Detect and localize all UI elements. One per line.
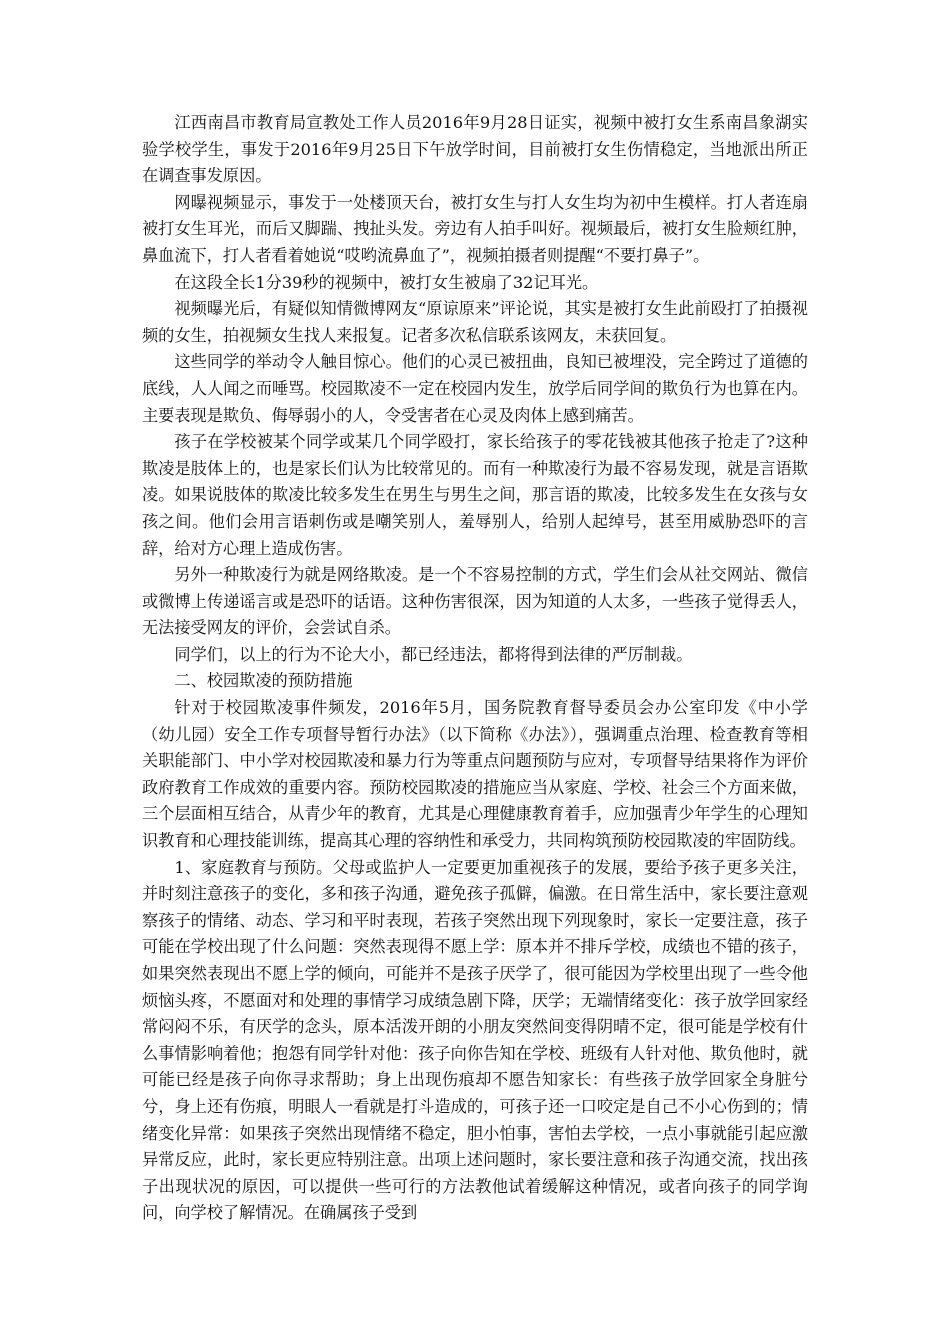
paragraph: 视频曝光后，有疑似知情微博网友“原谅原来”评论说，其实是被打女生此前殴打了拍摄视频的女生，拍视频女生找人来报复。记者多次私信联系该网友，未获回复。	[142, 299, 808, 345]
paragraph: 1、家庭教育与预防。父母或监护人一定要更加重视孩子的发展，要给予孩子更多关注，并时刻注意孩子的变化，多和孩子沟通，避免孩子孤僻，偏激。在日常生活中，家长要注意观察孩子的情绪、动态、学习和平时表现，若孩子突然出现下列现象时，家长一定要注意，孩子可能在学校出现了什么问题：突然表现得不愿上学：原本并不排斥学校，成绩也不错的孩子，如果突然表现出不愿上学的倾向，可能并不是孩子厌学了，很可能因为学校里出现了一些令他烦恼头疼，不愿面对和处理的事情学习成绩急剧下降，厌学；无端情绪变化：孩子放学回家经常闷闷不乐，有厌学的念头，原本活泼开朗的小朋友突然间变得阴晴不定，很可能是学校有什么事情影响着他；抱怨有同学针对他：孩子向你告知在学校、班级有人针对他、欺负他时，就可能已经是孩子向你寻求帮助；身上出现伤痕却不愿告知家长：有些孩子放学回家全身脏兮兮，身上还有伤痕，明眼人一看就是打斗造成的，可孩子还一口咬定是自己不小心伤到的；情绪变化异常：如果孩子突然出现情绪不稳定，胆小怕事，害怕去学校，一点小事就能引起应激异常反应，此时，家长更应特别注意。出项上述问题时，家长要注意和孩子沟通交流，找出孩子出现状况的原因，可以提供一些可行的方法教他试着缓解这种情况，或者向孩子的同学询问，向学校了解情况。在确属孩子受到	[142, 857, 808, 1223]
paragraph: 这些同学的举动令人触目惊心。他们的心灵已被扭曲，良知已被埋没，完全跨过了道德的底线，人人闻之而唾骂。校园欺凌不一定在校园内发生，放学后同学间的欺负行为也算在内。主要表现是欺负、侮辱弱小的人，令受害者在心灵及肉体上感到痛苦。	[142, 352, 808, 425]
paragraph: 同学们，以上的行为不论大小，都已经违法，都将得到法律的严厉制裁。	[174, 644, 693, 664]
paragraph: 网曝视频显示，事发于一处楼顶天台，被打女生与打人女生均为初中生模样。打人者连扇被打女生耳光，而后又脚踹、拽扯头发。旁边有人拍手叫好。视频最后，被打女生脸颊红肿，鼻血流下，打人者看着她说“哎哟流鼻血了”，视频拍摄者则提醒“不要打鼻子”。	[142, 192, 808, 265]
paragraph: 在这段全长1分39秒的视频中，被打女生被扇了32记耳光。	[174, 272, 599, 292]
paragraph: 针对于校园欺凌事件频发，2016年5月，国务院教育督导委员会办公室印发《中小学（幼儿园）安全工作专项督导暂行办法》（以下简称《办法》），强调重点治理、检查教育等相关职能部门、中小学对校园欺凌和暴力行为等重点问题预防与应对，专项督导结果将作为评价政府教育工作成效的重要内容。预防校园欺凌的措施应当从家庭、学校、社会三个方面来做，三个层面相互结合，从青少年的教育，尤其是心理健康教育着手，应加强青少年学生的心理知识教育和心理技能训练，提高其心理的容纳性和承受力，共同构筑预防校园欺凌的牢固防线。	[142, 698, 808, 851]
document-page	[142, 110, 808, 1227]
paragraph: 孩子在学校被某个同学或某几个同学殴打，家长给孩子的零花钱被其他孩子抢走了?这种欺凌是肢体上的，也是家长们认为比较常见的。而有一种欺凌行为最不容易发现，就是言语欺凌。如果说肢体的欺凌比较多发生在男生与男生之间，那言语的欺凌，比较多发生在女孩与女孩之间。他们会用言语刺伤或是嘲笑别人，羞辱别人，给别人起绰号，甚至用威胁恐吓的言辞，给对方心理上造成伤害。	[142, 432, 808, 558]
section-heading: 二、校园欺凌的预防措施	[174, 671, 353, 691]
paragraph: 另外一种欺凌行为就是网络欺凌。是一个不容易控制的方式，学生们会从社交网站、微信或微博上传递谣言或是恐吓的话语。这种伤害很深，因为知道的人太多，一些孩子觉得丢人，无法接受网友的评价，会尝试自杀。	[142, 565, 808, 638]
paragraph: 江西南昌市教育局宣教处工作人员2016年9月28日证实，视频中被打女生系南昌象湖实验学校学生，事发于2016年9月25日下午放学时间，目前被打女生伤情稳定，当地派出所正在调查事发原因。	[142, 113, 808, 186]
